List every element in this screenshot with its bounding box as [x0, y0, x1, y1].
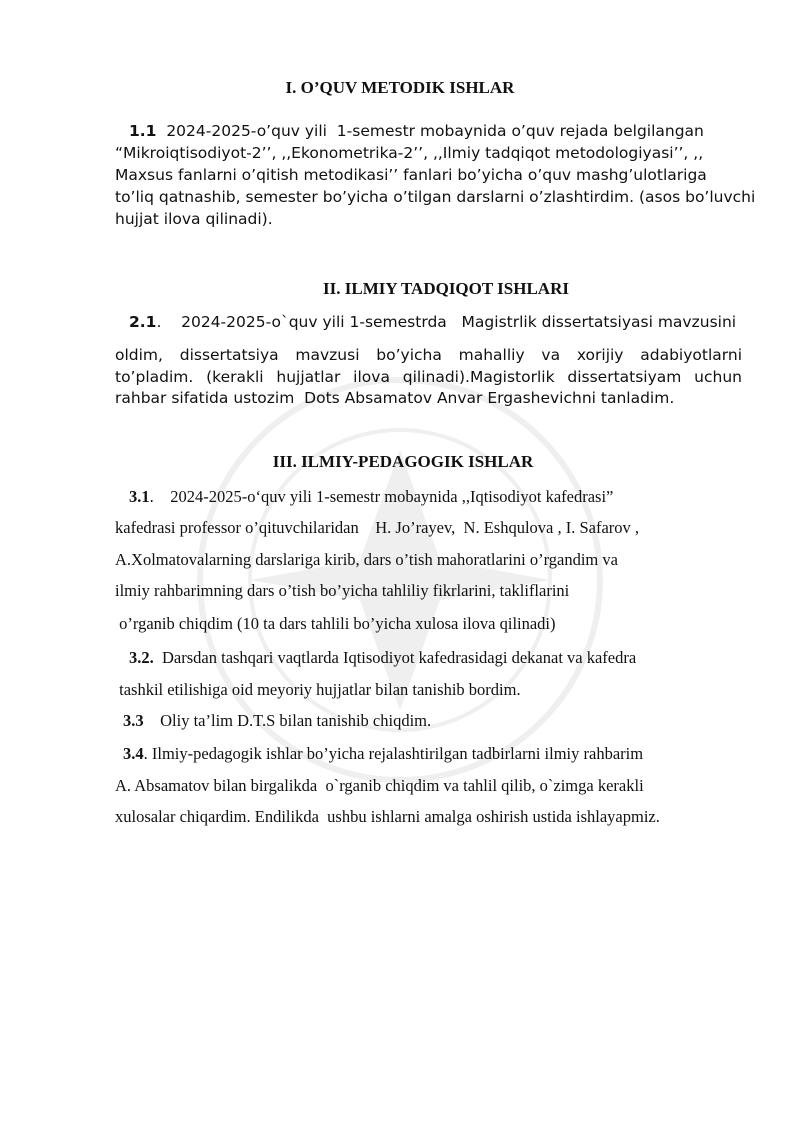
paragraph-3-2-line-1 — [129, 648, 636, 668]
paragraph-2-1-line-1 — [129, 312, 736, 332]
item-number: 1.1 — [129, 122, 157, 140]
paragraph-3-4-line-3: xulosalar chiqardim. Endilikda ushbu ishlarni amalga oshirish ustida ishlayapmiz. — [115, 807, 660, 826]
paragraph-3-1-line-2: kafedrasi professor o’qituvchilaridan H. Jo’rayev, N. Eshqulova , I. Safarov , — [115, 518, 640, 537]
paragraph-text: 2024-2025-o’quv yili 1-semestr mobaynida o’quv rejada belgilangan — [156, 122, 704, 140]
section-3-heading: III. ILMIY-PEDAGOGIK ISHLAR — [272, 452, 534, 471]
paragraph-2-1-line-4: rahbar sifatida ustozim Dots Absamatov Anvar Ergashevichni tanladim. — [115, 389, 675, 407]
paragraph-text: Darsdan tashqari vaqtlarda Iqtisodiyot kafedrasidagi dekanat va kafedra — [153, 648, 637, 667]
paragraph-1-1-line-3: Maxsus fanlarni o’qitish metodikasi’’ fanlari bo’yicha o’quv mashg’ulotlariga — [115, 166, 707, 184]
paragraph-3-1-line-3: A.Xolmatovalarning darslariga kirib, dars o’tish mahoratlarini o’rgandim va — [115, 550, 618, 569]
paragraph-text: . 2024-2025-o‘quv yili 1-semestr mobaynida ,,Iqtisodiyot kafedrasi” — [149, 487, 614, 506]
item-number: 3.1 — [129, 487, 150, 506]
paragraph-3-2-line-2: tashkil etilishiga oid meyoriy hujjatlar bilan tanishib bordim. — [115, 680, 521, 699]
paragraph-2-1-line-2: oldim, dissertatsiya mavzusi bo’yicha mahalliy va xorijiy adabiyotlarni — [115, 346, 742, 364]
paragraph-3-1-line-5: o’rganib chiqdim (10 ta dars tahlili bo’yicha xulosa ilova qilinadi) — [115, 614, 556, 633]
paragraph-3-1-line-1 — [129, 487, 613, 507]
paragraph-text: Oliy ta’lim D.T.S bilan tanishib chiqdim. — [143, 711, 432, 730]
item-number: 3.3 — [123, 711, 144, 730]
section-2-heading: II. ILMIY TADQIQOT ISHLARI — [323, 279, 569, 298]
paragraph-1-1-line-4: to’liq qatnashib, semester bo’yicha o’tilgan darslarni o’zlashtirdim. (asos bo’luvchi — [115, 188, 756, 206]
paragraph-3-1-line-4: ilmiy rahbarimning dars o’tish bo’yicha tahliliy fikrlarini, takliflarini — [115, 581, 570, 600]
paragraph-text: . Ilmiy-pedagogik ishlar bo’yicha rejalashtirilgan tadbirlarni ilmiy rahbarim — [143, 744, 644, 763]
watermark-emblem — [180, 360, 620, 800]
item-number: 3.4 — [123, 744, 144, 763]
paragraph-1-1-line-1 — [129, 121, 704, 141]
paragraph-3-4-line-1 — [123, 744, 643, 764]
paragraph-3-4-line-2: A. Absamatov bilan birgalikda o`rganib chiqdim va tahlil qilib, o`zimga kerakli — [115, 776, 644, 795]
item-number: 2.1 — [129, 313, 157, 331]
paragraph-text: . 2024-2025-o`quv yili 1-semestrda Magistrlik dissertatsiyasi mavzusini — [156, 313, 737, 331]
paragraph-1-1-line-2: “Mikroiqtisodiyot-2’’, ,,Ekonometrika-2’’, ,,Ilmiy tadqiqot metodologiyasi’’, ,, — [115, 144, 704, 162]
paragraph-3-3-line-1 — [123, 711, 431, 731]
section-1-heading: I. O’QUV METODIK ISHLAR — [285, 78, 515, 97]
item-number: 3.2. — [129, 648, 154, 667]
paragraph-2-1-line-3: to’pladim. (kerakli hujjatlar ilova qilinadi).Magistorlik dissertatsiyam uchun — [115, 368, 742, 386]
paragraph-1-1-line-5: hujjat ilova qilinadi). — [115, 210, 273, 228]
